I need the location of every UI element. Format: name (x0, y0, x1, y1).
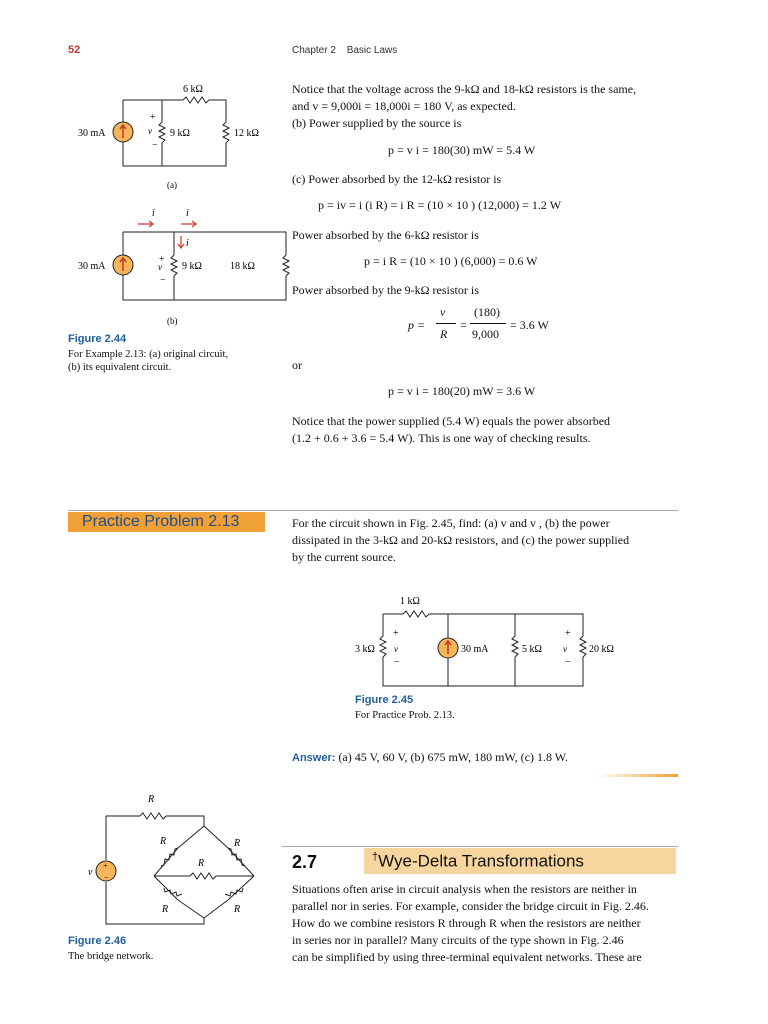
fig245-r-mid: 5 kΩ (522, 644, 542, 655)
example-paragraph-2: (c) Power absorbed by the 12-kΩ resistor is (292, 172, 502, 186)
example-paragraph-5 (292, 413, 678, 447)
caption-line: For Example 2.13: (a) original circuit, (68, 349, 229, 360)
example-paragraph-1 (292, 81, 678, 132)
section-dagger: † (372, 851, 379, 863)
fig245-r-left: 3 kΩ (355, 644, 375, 655)
fig244b-vo: v (158, 262, 162, 272)
text-line: parallel nor in series. For example, consider the bridge circuit in Fig. 2.46. (292, 899, 649, 913)
fig244a-plus: + (150, 112, 156, 123)
fig245-v2-plus: + (565, 628, 571, 639)
figure-2-44-diagram (68, 80, 278, 326)
figure-2-45-caption: For Practice Prob. 2.13. (355, 710, 455, 721)
equation-5: p = v i = 180(20) mW = 3.6 W (388, 384, 536, 398)
figure-2-46-title: Figure 2.46 (68, 935, 127, 947)
fig246-r6: R (234, 904, 241, 915)
fig245-v2-minus: − (565, 657, 571, 668)
fig246-vs-plus: + (103, 861, 108, 870)
text-line: How do we combine resistors R through R when the resistors are neither (292, 916, 641, 930)
practice-top-rule (68, 510, 678, 511)
page-number: 52 (68, 44, 81, 56)
chapter-title: Basic Laws (346, 45, 398, 56)
fig246-r4: R (198, 858, 205, 869)
fig245-v1-minus: − (394, 657, 400, 668)
eq4-equals: = (460, 318, 467, 332)
text-line: Situations often arise in circuit analysis when the resistors are neither in (292, 882, 637, 896)
fig244b-minus: − (160, 275, 166, 286)
figure-2-46-diagram (68, 788, 278, 933)
eq4-num1: v (440, 305, 446, 319)
section-title-text: Wye-Delta Transformations (378, 851, 584, 871)
practice-problem-label: Practice Problem 2.13 (82, 513, 240, 530)
equation-3: p = i R = (10 × 10 ) (6,000) = 0.6 W (364, 254, 538, 268)
caption-line: (b) its equivalent circuit. (68, 362, 172, 373)
figure-2-45-diagram (345, 590, 625, 700)
eq4-den1: R (440, 327, 448, 341)
fig245-v1-plus: + (393, 628, 399, 639)
fig244a-r-top: 6 kΩ (183, 84, 203, 95)
example-paragraph-3: Power absorbed by the 6-kΩ resistor is (292, 228, 479, 242)
fig244a-r-mid: 9 kΩ (170, 128, 190, 139)
text-line: (b) Power supplied by the source is (292, 116, 462, 130)
fig246-r3: R (234, 838, 241, 849)
example-paragraph-4: Power absorbed by the 9-kΩ resistor is (292, 283, 479, 297)
fig244b-plus: + (159, 254, 165, 265)
equation-4: p = (408, 318, 426, 332)
text-line: (1.2 + 0.6 + 3.6 = 5.4 W). This is one way of checking results. (292, 431, 591, 445)
eq4-fraction-bar-1 (436, 323, 456, 324)
figure-2-45-title: Figure 2.45 (355, 694, 414, 706)
fig244b-r-mid: 9 kΩ (182, 261, 202, 272)
section-top-rule (282, 846, 678, 847)
text-line: Notice that the power supplied (5.4 W) equals the power absorbed (292, 414, 611, 428)
fig245-r-right: 20 kΩ (589, 644, 614, 655)
eq4-den2: 9,000 (472, 327, 499, 341)
fig244a-minus: − (152, 140, 158, 151)
fig244a-label: (a) (167, 180, 177, 190)
fig244a-r-right: 12 kΩ (234, 128, 259, 139)
answer (292, 749, 568, 767)
text-line: For the circuit shown in Fig. 2.45, find: (a) v and v , (b) the power (292, 516, 610, 530)
chapter-label: Chapter 2 (292, 45, 336, 56)
fig244b-label: (b) (167, 316, 178, 326)
fig244b-i2: i (186, 208, 189, 219)
figure-2-44-caption (68, 348, 228, 374)
fig244b-i1: i (186, 238, 189, 249)
practice-problem-text (292, 515, 678, 566)
text-line: and v = 9,000i = 18,000i = 180 V, as expected. (292, 99, 516, 113)
fig246-r2: R (160, 836, 167, 847)
fig244a-vo: v (148, 126, 152, 136)
fig245-source: 30 mA (461, 644, 489, 655)
eq4-result: = 3.6 W (510, 318, 549, 332)
text-line: dissipated in the 3-kΩ and 20-kΩ resistors, and (c) the power supplied (292, 533, 630, 547)
fig244b-io: i (152, 208, 155, 219)
running-header (292, 45, 405, 56)
fig246-vs: v (88, 867, 93, 878)
fig244b-r-right: 18 kΩ (230, 261, 255, 272)
or-text: or (292, 358, 302, 372)
fig246-r1: R (148, 794, 155, 805)
eq4-fraction-bar-2 (470, 323, 506, 324)
fig246-r5: R (162, 904, 169, 915)
fig244a-source: 30 mA (78, 128, 106, 139)
fig246-vs-minus: − (104, 873, 109, 882)
text-line: Notice that the voltage across the 9-kΩ and 18-kΩ resistors is the same, (292, 82, 637, 96)
figure-2-46-caption: The bridge network. (68, 951, 154, 962)
fig245-r-top: 1 kΩ (400, 596, 420, 607)
fig245-v1: v (394, 644, 398, 654)
equation-1: p = v i = 180(30) mW = 5.4 W (388, 143, 536, 157)
section-number: 2.7 (292, 852, 318, 872)
text-line: can be simplified by using three-terminal equivalent networks. These are (292, 950, 642, 964)
answer-text: (a) 45 V, 60 V, (b) 675 mW, 180 mW, (c) 1.8 W. (338, 750, 568, 764)
answer-label: Answer: (292, 752, 336, 764)
fig244b-source: 30 mA (78, 261, 106, 272)
section-title (372, 851, 584, 872)
text-line: in series nor in parallel? Many circuits of the type shown in Fig. 2.46 (292, 933, 624, 947)
figure-2-44-title: Figure 2.44 (68, 333, 127, 345)
text-line: by the current source. (292, 550, 396, 564)
eq4-num2: (180) (474, 305, 500, 319)
equation-2: p = iv = i (i R) = i R = (10 × 10 ) (12,000) = 1.2 W (318, 198, 562, 212)
section-paragraph (292, 881, 678, 966)
answer-end-rule (596, 774, 678, 777)
fig245-v2: v (563, 644, 567, 654)
